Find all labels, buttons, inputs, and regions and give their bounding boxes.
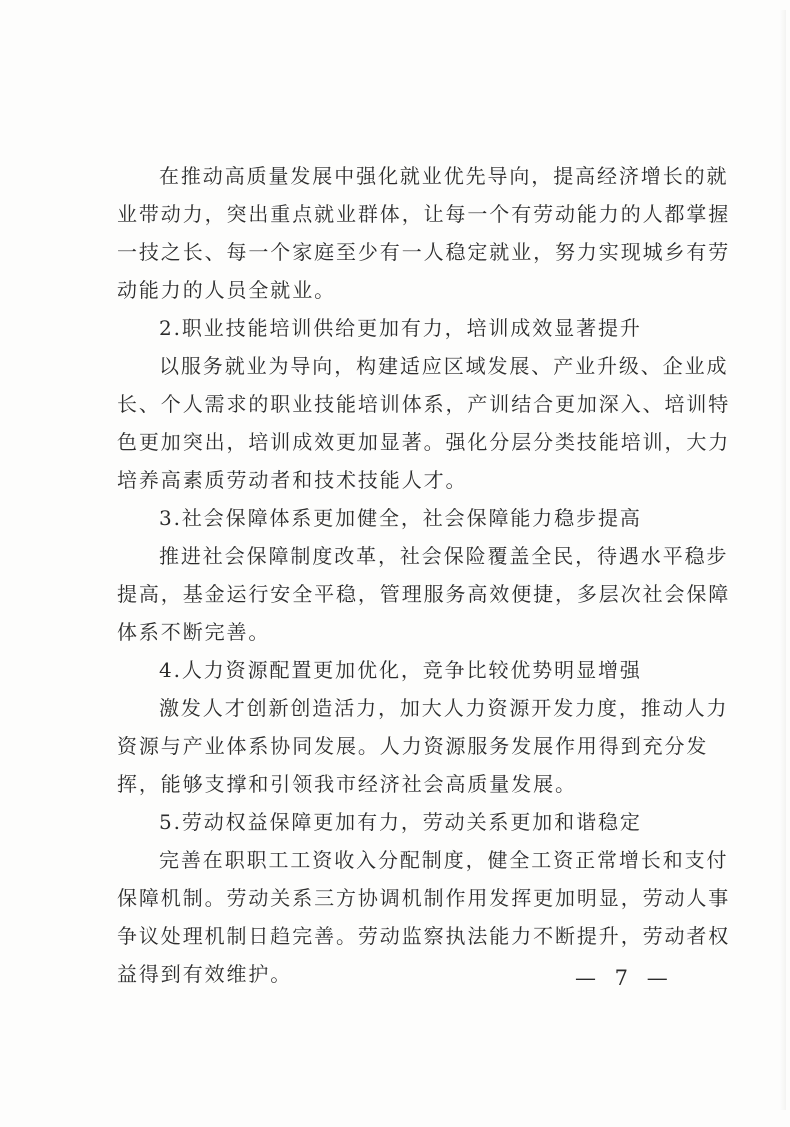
paragraph-line: 挥，能够支撑和引领我市经济社会高质量发展。 <box>117 772 577 796</box>
paragraph-line: 完善在职职工工资收入分配制度，健全工资正常增长和支付 <box>159 848 729 872</box>
paragraph-line: 以服务就业为导向，构建适应区域发展、产业升级、企业成 <box>159 354 729 378</box>
paragraph-line: 益得到有效维护。 <box>117 962 293 986</box>
paragraph-line: 资源与产业体系协同发展。人力资源服务发展作用得到充分发 <box>117 734 709 758</box>
paragraph-line: 一技之长、每一个家庭至少有一人稳定就业，努力实现城乡有劳 <box>117 240 731 264</box>
paragraph-line: 色更加突出，培训成效更加显著。强化分层分类技能培训，大力 <box>117 430 731 454</box>
section-heading-5: 5.劳动权益保障更加有力，劳动关系更加和谐稳定 <box>159 810 642 834</box>
document-body <box>117 157 731 993</box>
paragraph-line: 培养高素质劳动者和技术技能人才。 <box>117 468 468 492</box>
paragraph-line: 提高，基金运行安全平稳，管理服务高效便捷，多层次社会保障 <box>117 582 731 606</box>
paragraph-line: 保障机制。劳动关系三方协调机制作用发挥更加明显，劳动人事 <box>117 886 731 910</box>
paragraph-line: 长、个人需求的职业技能培训体系，产训结合更加深入、培训特 <box>117 392 731 416</box>
paragraph-line: 推进社会保障制度改革，社会保险覆盖全民，待遇水平稳步 <box>159 544 729 568</box>
section-heading-2: 2.职业技能培训供给更加有力，培训成效显著提升 <box>159 316 642 340</box>
paragraph-line: 动能力的人员全就业。 <box>117 278 336 302</box>
paragraph-line: 激发人才创新创造活力，加大人力资源开发力度，推动人力 <box>159 696 729 720</box>
paragraph-line: 在推动高质量发展中强化就业优先导向，提高经济增长的就 <box>159 164 729 188</box>
paragraph-line: 争议处理机制日趋完善。劳动监察执法能力不断提升，劳动者权 <box>117 924 731 948</box>
page-number: — 7 — <box>575 966 674 990</box>
section-heading-3: 3.社会保障体系更加健全，社会保障能力稳步提高 <box>159 506 642 530</box>
scan-edge-shadow <box>780 10 786 1110</box>
paragraph-line: 体系不断完善。 <box>117 620 271 644</box>
section-heading-4: 4.人力资源配置更加优化，竞争比较优势明显增强 <box>159 658 642 682</box>
paragraph-line: 业带动力，突出重点就业群体，让每一个有劳动能力的人都掌握 <box>117 202 731 226</box>
